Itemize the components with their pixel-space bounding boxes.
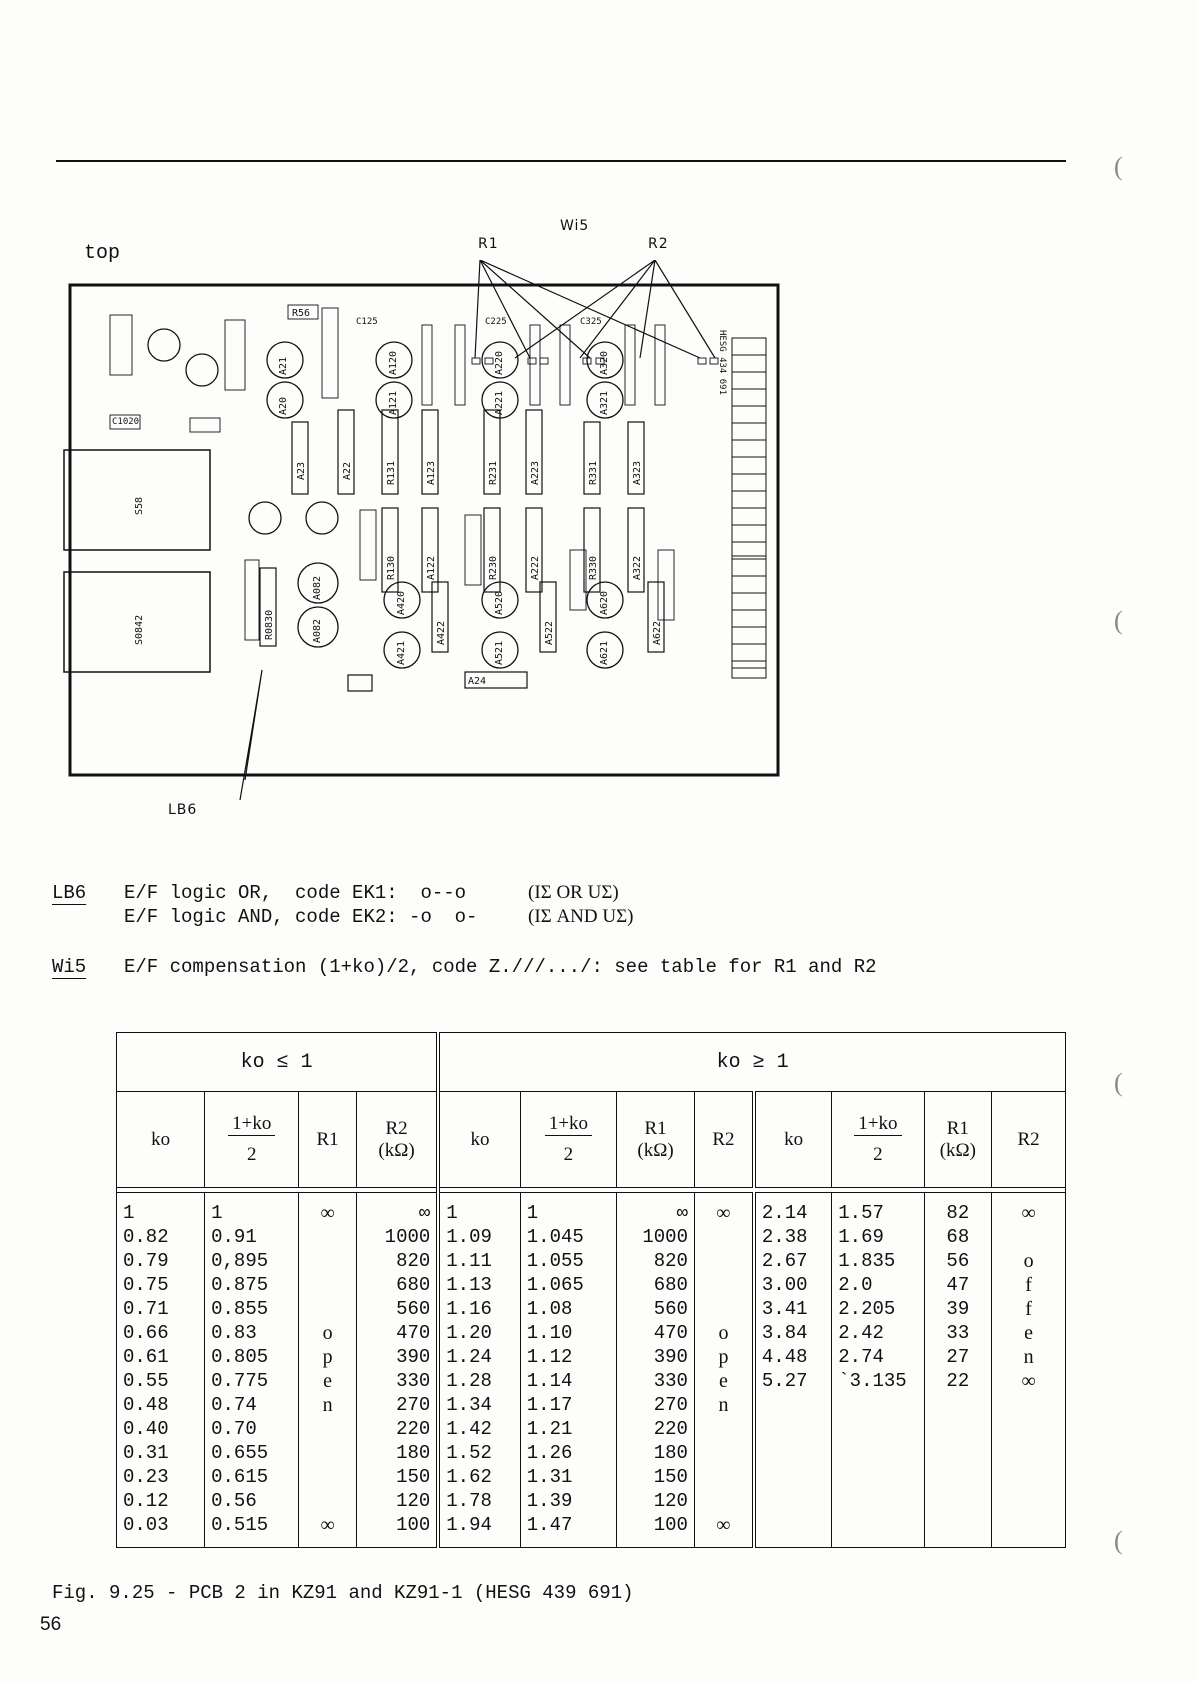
label-top: top xyxy=(84,242,121,265)
r1-r2-compensation-table xyxy=(116,1032,1066,1548)
table-cell: 0,895 xyxy=(211,1250,269,1272)
table-cell: 0.70 xyxy=(211,1418,257,1440)
table-cell: ∞ xyxy=(320,1514,335,1536)
svg-text:A20: A20 xyxy=(278,396,289,415)
svg-text:C1020: C1020 xyxy=(112,417,140,427)
col-header-fraction xyxy=(520,1092,616,1188)
col-header-r1 xyxy=(924,1092,992,1188)
svg-text:R331: R331 xyxy=(588,460,599,485)
table-cell: 1.055 xyxy=(526,1250,584,1272)
table-cell: 2.74 xyxy=(838,1346,884,1368)
table-cell: f xyxy=(1025,1274,1032,1296)
table-cell: 270 xyxy=(396,1394,431,1416)
table-cell: p xyxy=(322,1346,333,1368)
svg-text:A22: A22 xyxy=(342,461,353,480)
table-cell: 0.615 xyxy=(211,1466,269,1488)
table-cell xyxy=(305,1297,349,1321)
table-cell xyxy=(701,1249,746,1273)
table-cell: 68 xyxy=(946,1226,970,1248)
table-cell: 0.74 xyxy=(211,1394,257,1416)
table-cell: 1.34 xyxy=(446,1394,492,1416)
table-cell: 1.20 xyxy=(446,1322,492,1344)
group-header-ko-le-1: ko ≤ 1 xyxy=(117,1033,439,1092)
table-cell: 180 xyxy=(396,1442,431,1464)
table-cell: 2.42 xyxy=(838,1322,884,1344)
table-cell: 1.835 xyxy=(838,1250,896,1272)
table-cell: 1.39 xyxy=(526,1490,573,1512)
svg-text:R230: R230 xyxy=(488,555,499,580)
table-cell: o xyxy=(1023,1250,1034,1272)
margin-mark: ( xyxy=(1114,606,1123,635)
table-cell: 0.31 xyxy=(123,1442,169,1464)
margin-mark: ( xyxy=(1114,152,1123,181)
svg-text:C325: C325 xyxy=(580,317,602,327)
group-header-ko-ge-1: ko ≥ 1 xyxy=(438,1033,1065,1092)
column-g1-fraction xyxy=(205,1193,299,1548)
table-cell: 120 xyxy=(653,1490,688,1512)
svg-text:A520: A520 xyxy=(494,590,505,615)
table-cell: 0.82 xyxy=(123,1226,169,1248)
table-cell: 1 xyxy=(446,1202,458,1224)
table-cell: n xyxy=(718,1394,729,1416)
svg-text:A521: A521 xyxy=(494,640,505,665)
table-cell: 470 xyxy=(396,1322,431,1344)
table-cell: 1.52 xyxy=(446,1442,492,1464)
table-cell: 1.78 xyxy=(446,1490,492,1512)
col-header-r1: R1 xyxy=(299,1092,356,1188)
table-cell: 1.26 xyxy=(526,1442,573,1464)
table-cell: 0.48 xyxy=(123,1394,169,1416)
table-cell: 0.55 xyxy=(123,1370,169,1392)
column-g3-r2 xyxy=(992,1193,1066,1548)
table-cell xyxy=(701,1225,746,1249)
table-cell: 0.56 xyxy=(211,1490,257,1512)
table-cell: 1.31 xyxy=(526,1466,573,1488)
table-cell: 0.71 xyxy=(123,1298,169,1320)
table-cell: 330 xyxy=(653,1370,688,1392)
svg-text:A322: A322 xyxy=(632,555,643,580)
table-cell xyxy=(701,1273,746,1297)
table-cell: ∞ xyxy=(320,1202,335,1224)
note-lb6-line1: E/F logic OR, code EK1: o--o xyxy=(124,882,467,904)
note-key-wi5: Wi5 xyxy=(52,956,87,978)
table-cell xyxy=(701,1441,746,1465)
table-cell: 3.00 xyxy=(761,1274,808,1296)
table-cell: 0.515 xyxy=(211,1514,269,1536)
table-cell: 1.12 xyxy=(526,1346,573,1368)
svg-text:A21: A21 xyxy=(278,356,289,375)
label-lb6: LB6 xyxy=(168,802,198,818)
table-cell: 680 xyxy=(653,1274,688,1296)
table-cell: 680 xyxy=(396,1274,431,1296)
column-g1-r2 xyxy=(356,1193,438,1548)
svg-text:A220: A220 xyxy=(494,350,505,375)
table-cell: 0.875 xyxy=(211,1274,269,1296)
col-header-r2: R2 xyxy=(992,1092,1066,1188)
svg-text:A621: A621 xyxy=(599,640,610,665)
svg-text:HESG 434 691: HESG 434 691 xyxy=(717,330,727,396)
table-cell: p xyxy=(718,1346,729,1368)
table-cell: 220 xyxy=(653,1418,688,1440)
pcb-layout-drawing xyxy=(60,260,790,805)
table-cell: ∞ xyxy=(1021,1370,1036,1392)
table-cell xyxy=(305,1489,349,1513)
table-cell: 4.48 xyxy=(761,1346,808,1368)
svg-text:A123: A123 xyxy=(426,460,437,485)
column-g1-ko xyxy=(117,1193,205,1548)
table-cell: n xyxy=(1023,1346,1034,1368)
svg-text:A24: A24 xyxy=(468,676,487,687)
svg-text:A622: A622 xyxy=(652,620,663,645)
note-lb6-line2-ext: (IΣ AND UΣ) xyxy=(528,906,634,927)
label-r1: R1 xyxy=(478,236,499,252)
svg-text:A120: A120 xyxy=(388,350,399,375)
margin-mark: ( xyxy=(1114,1526,1123,1555)
table-cell: 820 xyxy=(396,1250,431,1272)
col-header-fraction xyxy=(205,1092,299,1188)
table-cell: e xyxy=(718,1370,728,1392)
column-g2-r1 xyxy=(617,1193,695,1548)
table-cell: 2.205 xyxy=(838,1298,896,1320)
column-g1-r1 xyxy=(299,1193,356,1548)
table-cell: 39 xyxy=(946,1298,970,1320)
svg-text:A082: A082 xyxy=(312,575,323,600)
table-cell: 1.11 xyxy=(446,1250,492,1272)
fraction-numerator: 1+ko xyxy=(545,1113,592,1136)
col-header-unit: (kΩ) xyxy=(939,1139,976,1161)
note-key-lb6: LB6 xyxy=(52,882,87,904)
table-cell: 1.24 xyxy=(446,1346,492,1368)
table-cell: 1 xyxy=(123,1202,135,1224)
table-cell xyxy=(701,1465,746,1489)
table-cell: 1000 xyxy=(642,1226,688,1248)
svg-text:A223: A223 xyxy=(530,460,541,485)
table-cell: 0.855 xyxy=(211,1298,269,1320)
table-cell: 56 xyxy=(946,1250,970,1272)
table-cell: 220 xyxy=(396,1418,431,1440)
table-cell: 560 xyxy=(396,1298,431,1320)
note-wi5-line1: E/F compensation (1+ko)/2, code Z.///.../: see table for R1 and R2 xyxy=(124,956,877,978)
table-cell: 27 xyxy=(946,1346,970,1368)
table-cell: 1.09 xyxy=(446,1226,492,1248)
table-cell: 1.42 xyxy=(446,1418,492,1440)
column-g3-ko xyxy=(754,1193,832,1548)
col-header-unit: (kΩ) xyxy=(637,1139,674,1161)
svg-text:A320: A320 xyxy=(599,350,610,375)
table-cell: 1.62 xyxy=(446,1466,492,1488)
table-cell: 3.41 xyxy=(761,1298,808,1320)
table-cell: 1.16 xyxy=(446,1298,492,1320)
label-wi5: Wi5 xyxy=(560,218,590,234)
table-cell: ∞ xyxy=(716,1202,731,1224)
svg-text:A23: A23 xyxy=(296,461,307,480)
table-cell: 47 xyxy=(946,1274,970,1296)
note-lb6-line1-ext: (IΣ OR UΣ) xyxy=(528,882,619,903)
table-cell: 1000 xyxy=(384,1226,431,1248)
column-g2-ko xyxy=(438,1193,520,1548)
svg-text:A221: A221 xyxy=(494,390,505,415)
svg-text:A522: A522 xyxy=(544,620,555,645)
table-cell: 0.12 xyxy=(123,1490,169,1512)
table-cell: 330 xyxy=(396,1370,431,1392)
table-cell: ∞ xyxy=(676,1202,688,1224)
table-cell: 0.03 xyxy=(123,1514,169,1536)
svg-text:R56: R56 xyxy=(292,308,311,319)
table-cell: e xyxy=(323,1370,333,1392)
table-cell: 1.10 xyxy=(526,1322,573,1344)
col-header-ko: ko xyxy=(117,1092,205,1188)
table-cell: 1.045 xyxy=(526,1226,584,1248)
table-cell: 120 xyxy=(396,1490,431,1512)
table-cell: 33 xyxy=(946,1322,970,1344)
fraction-numerator: 1+ko xyxy=(854,1113,901,1136)
table-cell: 100 xyxy=(396,1514,431,1536)
col-header-r2 xyxy=(356,1092,438,1188)
col-header-r1-label: R1 xyxy=(946,1117,969,1139)
svg-text:R130: R130 xyxy=(386,555,397,580)
table-cell: 1.14 xyxy=(526,1370,573,1392)
table-cell: 2.14 xyxy=(761,1202,808,1224)
svg-text:R330: R330 xyxy=(588,555,599,580)
column-g2-fraction xyxy=(520,1193,616,1548)
table-cell: 1 xyxy=(526,1202,539,1224)
table-cell: e xyxy=(1024,1322,1034,1344)
fraction-denominator: 2 xyxy=(563,1144,574,1165)
table-cell: 2.67 xyxy=(761,1250,808,1272)
svg-text:A620: A620 xyxy=(599,590,610,615)
table-cell: 0.805 xyxy=(211,1346,269,1368)
svg-text:A323: A323 xyxy=(632,460,643,485)
table-cell: n xyxy=(322,1394,333,1416)
table-cell: 1.08 xyxy=(526,1298,573,1320)
svg-text:S0842: S0842 xyxy=(134,614,145,645)
table-cell: 820 xyxy=(653,1250,688,1272)
table-cell xyxy=(305,1417,349,1441)
table-cell: 0.23 xyxy=(123,1466,169,1488)
table-cell: ∞ xyxy=(418,1202,431,1224)
table-cell: 0.775 xyxy=(211,1370,269,1392)
table-cell: 150 xyxy=(653,1466,688,1488)
table-cell: 22 xyxy=(946,1370,970,1392)
svg-text:A122: A122 xyxy=(426,555,437,580)
table-cell: 82 xyxy=(946,1202,970,1224)
table-cell: 1.57 xyxy=(838,1202,884,1224)
fraction-denominator: 2 xyxy=(247,1144,257,1165)
table-cell: 0.91 xyxy=(211,1226,257,1248)
figure-caption: Fig. 9.25 - PCB 2 in KZ91 and KZ91-1 (HESG 439 691) xyxy=(52,1582,634,1604)
svg-text:C125: C125 xyxy=(356,317,378,327)
fraction-denominator: 2 xyxy=(873,1144,883,1165)
table-cell: 470 xyxy=(653,1322,688,1344)
svg-text:A420: A420 xyxy=(396,590,407,615)
table-cell: 1 xyxy=(211,1202,223,1224)
table-cell: 150 xyxy=(396,1466,431,1488)
svg-text:A321: A321 xyxy=(599,390,610,415)
svg-text:A421: A421 xyxy=(396,640,407,665)
column-g2-r2 xyxy=(694,1193,753,1548)
table-cell: 1.28 xyxy=(446,1370,492,1392)
column-g3-fraction xyxy=(832,1193,924,1548)
table-cell xyxy=(701,1417,746,1441)
table-cell: 2.0 xyxy=(838,1274,873,1296)
table-cell: 2.38 xyxy=(761,1226,808,1248)
table-cell: 0.75 xyxy=(123,1274,169,1296)
table-cell xyxy=(701,1297,746,1321)
note-lb6-line2: E/F logic AND, code EK2: -o o- xyxy=(124,906,478,928)
table-cell: 0.40 xyxy=(123,1418,169,1440)
table-cell xyxy=(305,1225,349,1249)
margin-mark: ( xyxy=(1114,1068,1123,1097)
page-number: 56 xyxy=(40,1614,62,1635)
col-header-ko: ko xyxy=(438,1092,520,1188)
table-cell: 560 xyxy=(653,1298,688,1320)
svg-text:S58: S58 xyxy=(134,496,145,515)
col-header-fraction xyxy=(832,1092,924,1188)
col-header-ko: ko xyxy=(754,1092,832,1188)
svg-text:R231: R231 xyxy=(488,460,499,485)
col-header-unit: (kΩ) xyxy=(378,1139,415,1161)
svg-text:A082: A082 xyxy=(312,618,323,643)
top-rule xyxy=(56,160,1066,162)
table-cell: 1.21 xyxy=(526,1418,573,1440)
svg-text:C225: C225 xyxy=(485,317,507,327)
table-cell xyxy=(305,1273,349,1297)
table-cell: 1.13 xyxy=(446,1274,492,1296)
svg-text:A222: A222 xyxy=(530,555,541,580)
svg-text:R0830: R0830 xyxy=(264,609,275,640)
column-g3-r1 xyxy=(924,1193,992,1548)
svg-text:R131: R131 xyxy=(386,460,397,485)
table-cell: 0.655 xyxy=(211,1442,269,1464)
table-cell: f xyxy=(1025,1298,1032,1320)
table-cell xyxy=(998,1225,1059,1249)
col-header-r1-label: R1 xyxy=(644,1117,667,1139)
table-cell: ∞ xyxy=(716,1514,731,1536)
svg-text:A422: A422 xyxy=(436,620,447,645)
svg-text:A121: A121 xyxy=(388,390,399,415)
table-cell: 5.27 xyxy=(761,1370,808,1392)
table-cell: o xyxy=(718,1322,729,1344)
table-cell: ∞ xyxy=(1021,1202,1036,1224)
table-cell xyxy=(305,1249,349,1273)
col-header-r2: R2 xyxy=(694,1092,753,1188)
table-cell xyxy=(305,1465,349,1489)
table-cell: 0.61 xyxy=(123,1346,169,1368)
table-cell: 1.47 xyxy=(526,1514,573,1536)
table-cell xyxy=(701,1489,746,1513)
table-cell: 390 xyxy=(396,1346,431,1368)
table-cell: 100 xyxy=(653,1514,688,1536)
table-cell: 1.065 xyxy=(526,1274,584,1296)
table-cell: 0.66 xyxy=(123,1322,169,1344)
table-cell: 180 xyxy=(653,1442,688,1464)
table-cell: 1.17 xyxy=(526,1394,573,1416)
table-cell: 1.69 xyxy=(838,1226,884,1248)
table-cell: o xyxy=(322,1322,333,1344)
table-cell: 270 xyxy=(653,1394,688,1416)
table-cell: 390 xyxy=(653,1346,688,1368)
col-header-r2-label: R2 xyxy=(385,1117,408,1139)
table-cell: 0.83 xyxy=(211,1322,257,1344)
fraction-numerator: 1+ko xyxy=(228,1113,275,1136)
table-cell: 1.94 xyxy=(446,1514,492,1536)
table-cell: `3.135 xyxy=(838,1370,907,1392)
col-header-r1 xyxy=(617,1092,695,1188)
table-cell: 0.79 xyxy=(123,1250,169,1272)
table-cell: 3.84 xyxy=(761,1322,808,1344)
table-cell xyxy=(305,1441,349,1465)
label-r2: R2 xyxy=(648,236,669,252)
